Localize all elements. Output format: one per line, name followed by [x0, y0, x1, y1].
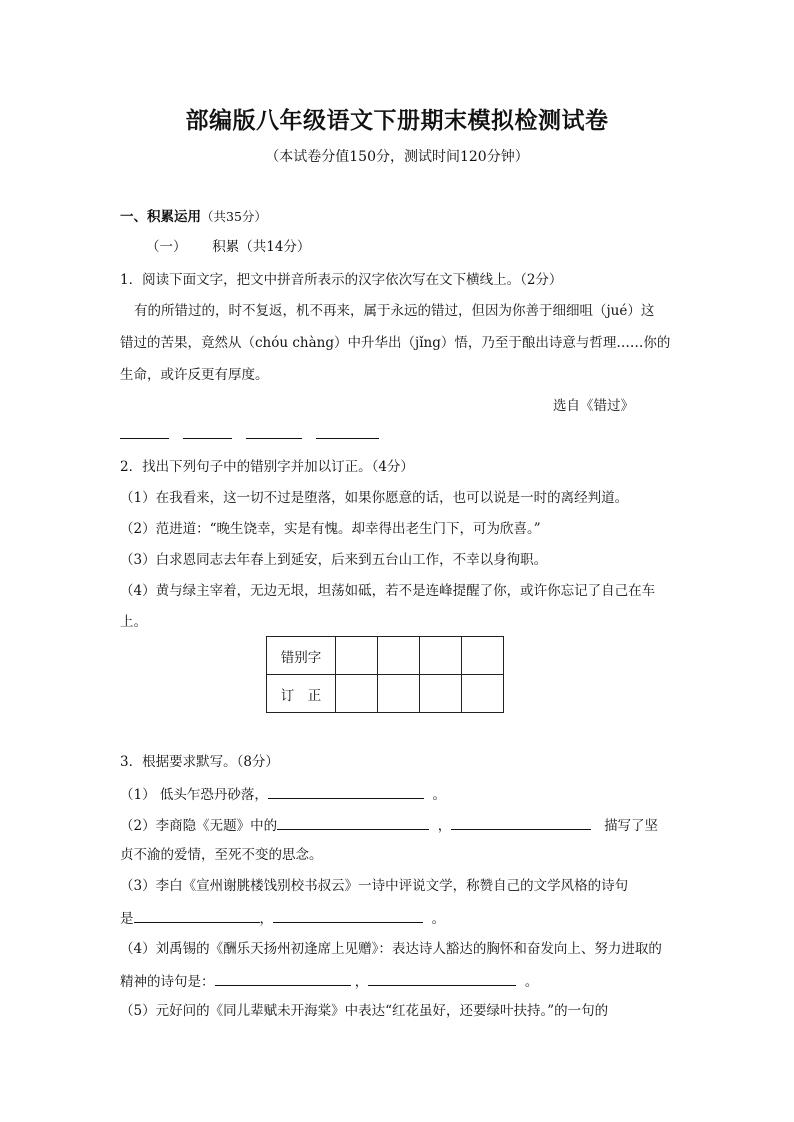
question-3-item-3-cont: [120, 908, 445, 928]
question-3-item-5: （5）元好问的《同儿辈赋未开海棠》中表达“红花虽好，还要绿叶扶持。”的一句的: [120, 1003, 609, 1019]
answer-blank[interactable]: [183, 426, 232, 439]
question-2-sentence-1: （1）在我看来，这一切不过是堕落，如果你愿意的话，也可以说是一时的离经判道。: [120, 490, 629, 506]
page-subtitle: （本试卷分值150分，测试时间120分钟）: [265, 149, 529, 165]
item-text: （2）李商隐《无题》中的: [120, 818, 278, 834]
table-cell[interactable]: [336, 637, 378, 675]
item-text: 精神的诗句是：: [120, 974, 215, 990]
question-2-sentence-4-cont: 上。: [120, 614, 147, 630]
answer-blank[interactable]: [268, 784, 424, 799]
question-1-stem: 1．阅读下面文字，把文中拼音所表示的汉字依次写在文下横线上。（2分）: [120, 272, 563, 288]
item-text: ，: [259, 911, 273, 927]
table-row: [267, 675, 504, 713]
table-row-label: 错别字: [267, 637, 336, 675]
question-2-sentence-2: （2）范进道：“晚生饶幸，实是有愧。却幸得出老生门下，可为欣喜。”: [120, 521, 541, 537]
question-3-item-4-cont: [120, 971, 538, 991]
answer-blank[interactable]: [215, 971, 351, 986]
question-2-stem: 2．找出下列句子中的错别字并加以订正。（4分）: [120, 459, 414, 475]
question-3-item-3: （3）李白《宣州谢朓楼饯别校书叔云》一诗中评说文学，称赞自己的文学风格的诗句: [120, 878, 629, 894]
correction-table: [266, 636, 504, 713]
question-1-passage-line-3: 生命，或许反更有厚度。: [120, 367, 269, 383]
question-3-item-2-cont: 贞不渝的爱情，至死不变的思念。: [120, 847, 323, 863]
question-1-passage-line-2: 错过的苦果，竟然从（chóu chàng）中升华出（jǐng）悟，乃至于酿出诗意与哲理……你的: [120, 335, 671, 351]
question-1-source: 选自《错过》: [553, 398, 634, 414]
question-3-item-2: [120, 815, 658, 835]
table-cell[interactable]: [420, 675, 462, 713]
table-cell[interactable]: [462, 637, 504, 675]
item-text: 是: [120, 911, 134, 927]
section-heading-score: （共35分）: [201, 209, 267, 224]
question-1-passage-line-1: 有的所错过的，时不复返，机不再来，属于永远的错过，但因为你善于细细咀（jué）这: [134, 303, 655, 319]
table-cell[interactable]: [336, 675, 378, 713]
item-text: 。: [432, 787, 446, 803]
table-row-label: 订 正: [267, 675, 336, 713]
table-cell[interactable]: [378, 675, 420, 713]
answer-blank[interactable]: [368, 971, 516, 986]
item-text: 。: [524, 974, 539, 990]
question-2-sentence-4: （4）黄与绿主宰着，无边无垠，坦荡如砥，若不是连峰提醒了你，或许你忘记了自己在车: [120, 583, 656, 599]
answer-blank[interactable]: [451, 815, 591, 830]
answer-blank[interactable]: [277, 815, 429, 830]
answer-blank[interactable]: [134, 908, 260, 923]
sub-heading: （一） 积累（共14分）: [146, 239, 311, 255]
question-2-sentence-3: （3）白求恩同志去年春上到延安，后来到五台山工作，不幸以身徇职。: [120, 552, 548, 568]
item-text: 。: [431, 911, 446, 927]
item-text: ，: [354, 974, 369, 990]
question-3-stem: 3．根据要求默写。（8分）: [120, 754, 279, 770]
section-heading: [120, 208, 267, 226]
question-3-item-4: （4）刘禹锡的《酬乐天扬州初逢席上见赠》：表达诗人豁达的胸怀和奋发向上、努力进取的: [120, 941, 662, 957]
table-cell[interactable]: [420, 637, 462, 675]
answer-blank[interactable]: [316, 426, 379, 439]
item-text: ，: [437, 818, 452, 834]
answer-blank[interactable]: [120, 426, 169, 439]
table-cell[interactable]: [378, 637, 420, 675]
table-row: [267, 637, 504, 675]
answer-blank[interactable]: [273, 908, 423, 923]
page-title: 部编版八年级语文下册期末模拟检测试卷: [185, 108, 609, 134]
question-3-item-1: [120, 784, 446, 804]
item-text: （1） 低头乍恐丹砂落，: [120, 787, 268, 803]
item-text: 描写了坚: [604, 818, 659, 834]
answer-blank[interactable]: [246, 426, 302, 439]
table-cell[interactable]: [462, 675, 504, 713]
section-heading-text: 一、积累运用: [120, 209, 201, 225]
